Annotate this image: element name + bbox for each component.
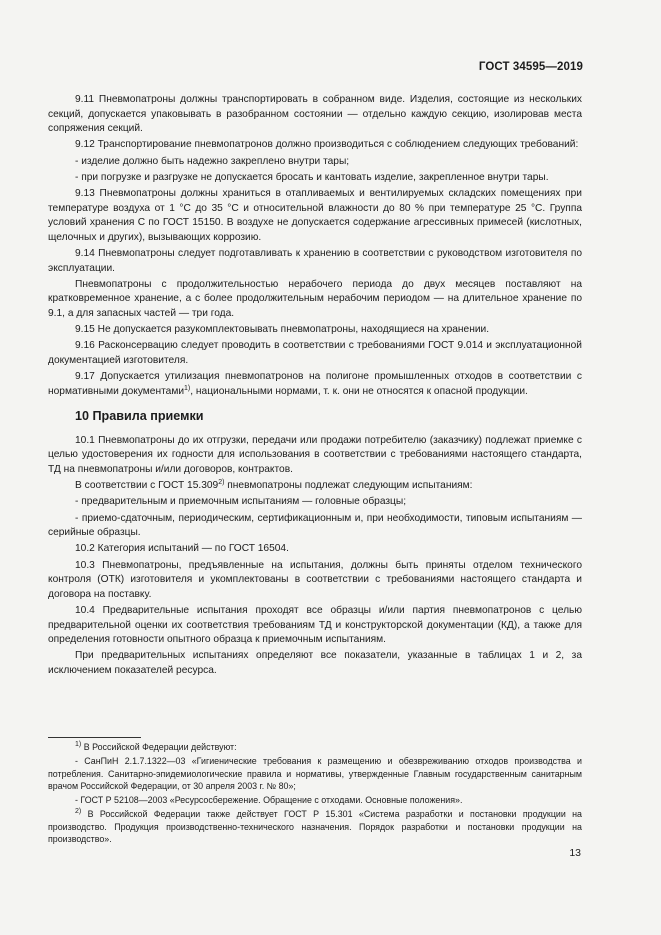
paragraph-9-17-tail: , национальными нормами, т. к. они не относятся к опасной продукции. — [190, 385, 528, 397]
paragraph-9-17 — [48, 370, 582, 399]
section-heading: 10 Правила приемки — [75, 409, 204, 424]
footnote-2-mark: 2) — [75, 808, 82, 816]
paragraph-10-1: 10.1 Пневмопатроны до их отгрузки, передачи или продажи потребителю (заказчику) подлежат приемке с целью удостоверения их годности для использования в соответствии с требованиями настоящего стандарта, ТД на пневмопатроны и/или договоров, контрактов. — [48, 434, 582, 475]
list-item: - при погрузке и разгрузке не допускается бросать и кантовать изделие, закрепленное внутри тары. — [75, 171, 549, 183]
document-body — [48, 93, 582, 680]
footnote-ref-1: 1) — [184, 384, 191, 392]
footnote-1-mark: 1) — [75, 741, 82, 748]
footnote-1-item: - ГОСТ Р 52108—2003 «Ресурсосбережение. Обращение с отходами. Основные положения». — [75, 795, 463, 806]
paragraph-10-2: 10.2 Категория испытаний — по ГОСТ 16504. — [75, 543, 289, 555]
paragraph-storage: Пневмопатроны с продолжительностью нерабочего периода до двух месяцев поставляют на кратковременное хранение, а с более продолжительным нерабочим периодом — на длительное хранение по 9.1, а для запасных частей — три года. — [48, 278, 582, 319]
paragraph-9-17-text: 9.17 Допускается утилизация пневмопатронов на полигоне промышленных отходов в соответствии с нормативными документами — [48, 371, 582, 397]
paragraph-gost-15309 — [48, 479, 582, 494]
footnote-divider — [48, 737, 141, 738]
paragraph-9-12: 9.12 Транспортирование пневмопатронов должно производиться с соблюдением следующих требований: — [75, 139, 579, 151]
paragraph-9-15: 9.15 Не допускается разукомплектовывать пневмопатроны, находящиеся на хранении. — [75, 324, 490, 336]
footnote-2 — [48, 808, 582, 846]
paragraph-gost-text: В соответствии с ГОСТ 15.309 — [75, 480, 219, 492]
list-item: - предварительным и приемочным испытаниям — головные образцы; — [75, 496, 407, 508]
footnotes — [48, 741, 582, 847]
document-header: ГОСТ 34595—2019 — [478, 61, 583, 73]
footnote-2-text: В Российской Федерации также действует ГОСТ Р 15.301 «Система разработки и постановки продукции на производство. Продукция производственно-технического назначения. Порядок разработки и постановки продукции на производство». — [48, 809, 582, 845]
paragraph-10-4: 10.4 Предварительные испытания проходят все образцы и/или партия пневмопатронов с целью предварительной оценки их соответствия требованиям ТД и конструкторской документации (КД), а также для определения готовности опытного образца к приемочным испытаниям. — [48, 604, 582, 646]
footnote-1-text: В Российской Федерации действуют: — [81, 742, 237, 752]
footnote-1-item: - СанПиН 2.1.7.1322—03 «Гигиенические требования к размещению и обезвреживанию отходов производства и потребления. Санитарно-эпидемиологические правила и нормативы, утвержденные Главным государственным санитарным врачом Российской Федерации, от 30 апреля 2003 г. № 80»; — [48, 755, 582, 792]
list-item: - изделие должно быть надежно закреплено внутри тары; — [75, 155, 350, 167]
footnote-ref-2: 2) — [218, 479, 225, 487]
paragraph-9-11: 9.11 Пневмопатроны должны транспортировать в собранном виде. Изделия, состоящие из нескольких секций, допускается упаковывать в разобранном состоянии — отдельно каждую секцию, изолировав места сопряжения секций. — [48, 94, 582, 135]
paragraph-preliminary-tests: При предварительных испытаниях определяют все показатели, указанные в таблицах 1 и 2, за исключением показателей ресурса. — [48, 650, 582, 676]
paragraph-9-16: 9.16 Расконсервацию следует проводить в соответствии с требованиями ГОСТ 9.014 и эксплуатационной документацией изготовителя. — [48, 340, 582, 366]
paragraph-10-3: 10.3 Пневмопатроны, предъявленные на испытания, должны быть приняты отделом технического контроля (ОТК) изготовителя и укомплектованы в соответствии с требованиями настоящего стандарта и договора на поставку. — [48, 559, 582, 600]
footnote-1 — [48, 741, 582, 754]
list-item: - приемо-сдаточным, периодическим, сертификационным и, при необходимости, типовым испытаниям — серийные образцы. — [48, 512, 582, 539]
paragraph-gost-tail: пневмопатроны подлежат следующим испытаниям: — [224, 480, 473, 492]
paragraph-9-13: 9.13 Пневмопатроны должны храниться в отапливаемых и вентилируемых складских помещениях при температуре воздуха от 1 °С до 35 °С и относительной влажности до 80 % при температуре 25 °С. Группа условий хранения С по ГОСТ 15150. В воздухе не допускается содержание агрессивных примесей (кислотных, щелочных и других), вызывающих коррозию. — [48, 187, 582, 243]
paragraph-9-14: 9.14 Пневмопатроны следует подготавливать к хранению в соответствии с руководством изготовителя по эксплуатации. — [48, 247, 582, 274]
page-number: 13 — [569, 847, 581, 859]
